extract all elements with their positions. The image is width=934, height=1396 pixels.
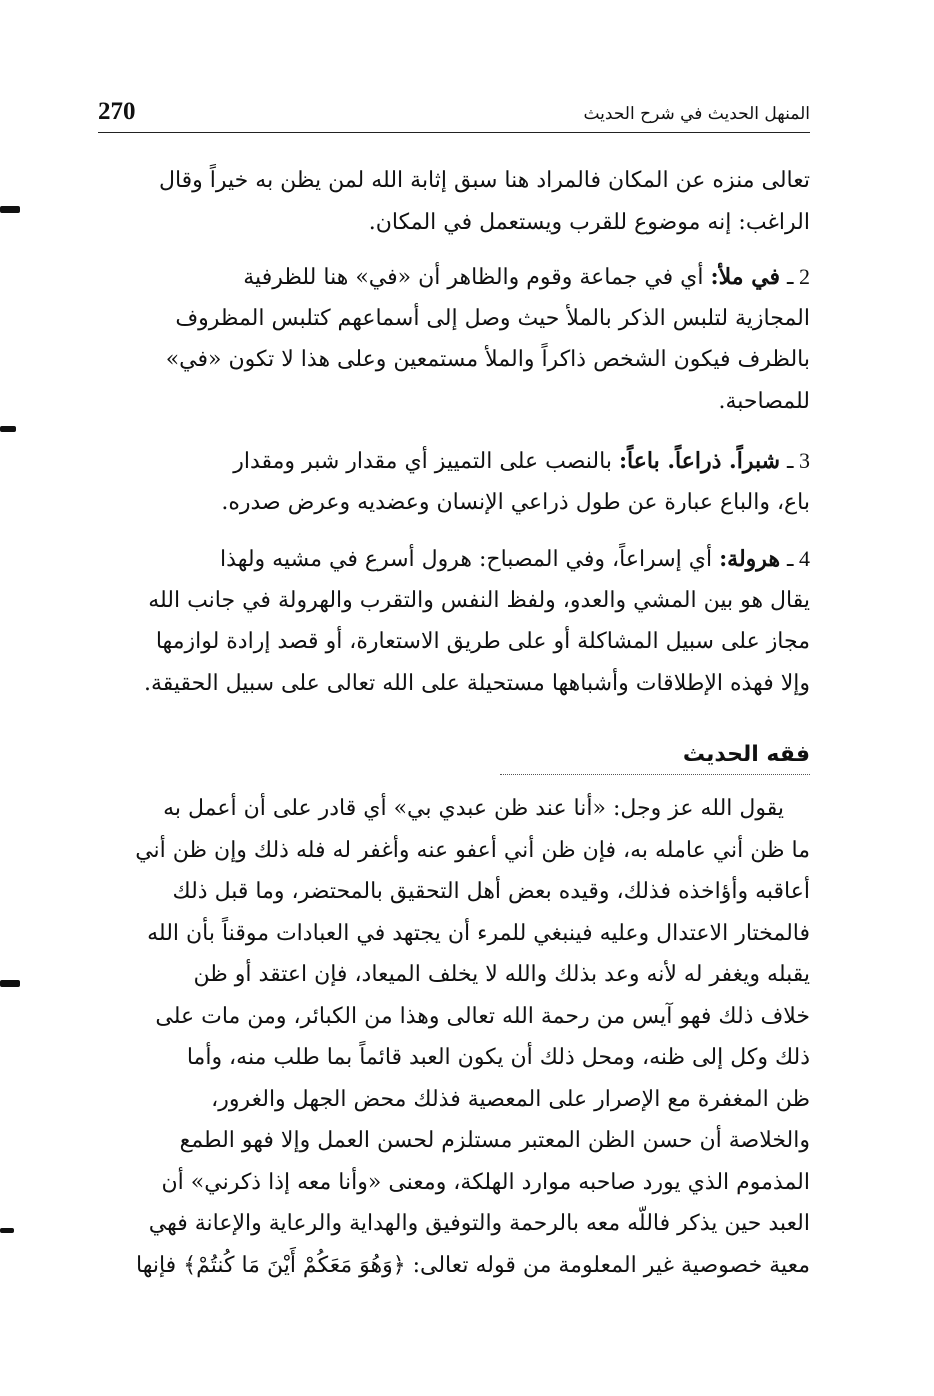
note-2 bbox=[98, 256, 810, 422]
text-line: يقول الله عز وجل: «أنا عند ظن عبدي بي» أي قادر على أن أعمل به bbox=[163, 796, 784, 821]
note-number: 4 ـ bbox=[787, 546, 810, 571]
text-line: معية خصوصية غير المعلومة من قوله تعالى: ﴿وَهُوَ مَعَكُمْ أَيْنَ مَا كُنتُمْ﴾ فإنها bbox=[136, 1252, 810, 1278]
running-header bbox=[98, 92, 810, 133]
text-line: باع، والباع عبارة عن طول ذراعي الإنسان وعضديه وعرض صدره. bbox=[221, 489, 810, 515]
text-line: يقبله ويغفر له لأنه وعد بذلك والله لا يخلف الميعاد، فإن اعتقد أو ظن bbox=[193, 962, 810, 987]
text-line: المجازية لتلبس الذكر بالملأ حيث وصل إلى أسماعهم كتلبس المظروف bbox=[175, 305, 810, 331]
text-line: العبد حين يذكر فاللّه معه بالرحمة والتوفيق والهداية والرعاية والإعانة فهي bbox=[148, 1211, 810, 1236]
text-line: ذلك وكل إلى ظنه، ومحل ذلك أن يكون العبد قائماً بما طلب منه، وأما bbox=[186, 1045, 810, 1070]
text-line: ظن المغفرة مع الإصرار على المعصية فذلك محض الجهل والغرور، bbox=[211, 1086, 810, 1112]
note-first-line bbox=[98, 538, 810, 580]
note-term: في ملأ: bbox=[710, 264, 781, 290]
note-number: 3 ـ bbox=[787, 448, 810, 473]
text-line: ما ظن أني عامله به، فإن ظن أني أعفو عنه وأغفر له فله ذلك وإن ظن أني bbox=[135, 837, 810, 863]
text-line: والخلاصة أن حسن الظن المعتبر مستلزم لحسن العمل وإلا فهو الطمع bbox=[179, 1128, 810, 1153]
note-number: 2 ـ bbox=[787, 264, 810, 289]
note-text: أي في جماعة وقوم والظاهر أن «في» هنا للظرفية bbox=[243, 265, 711, 290]
note-text: بالنصب على التمييز أي مقدار شبر ومقدار bbox=[233, 449, 619, 474]
section-heading: فقه الحديث bbox=[682, 742, 810, 767]
text-line: يقال هو بين المشي والعدو، ولفظ النفس والتقرب والهرولة في جانب الله bbox=[148, 587, 810, 613]
note-first-line bbox=[98, 440, 810, 482]
section-body bbox=[98, 788, 810, 1286]
text-line: بالظرف فيكون الشخص ذاكراً والملأ مستمعين وعلى هذا لا تكون «في» bbox=[165, 347, 810, 372]
scan-binding-mark bbox=[0, 426, 16, 432]
book-title: المنهل الحديث في شرح الحديث bbox=[583, 104, 810, 124]
scan-binding-mark bbox=[0, 1228, 14, 1233]
text-line: وإلا فهذه الإطلاقات وأشباهها مستحيلة على الله تعالى على سبيل الحقيقة. bbox=[143, 670, 810, 696]
text-line: خلاف ذلك فهو آيس من رحمة الله تعالى وهذا من الكبائر، ومن مات على bbox=[155, 1003, 810, 1029]
note-text: أي إسراعاً، وفي المصباح: هرول أسرع في مشيه ولهذا bbox=[220, 547, 720, 572]
text-line: تعالى منزه عن المكان فالمراد هنا سبق إثابة الله لمن يظن به خيراً وقال bbox=[158, 168, 810, 193]
text-line: الراغب: إنه موضوع للقرب ويستعمل في المكان. bbox=[368, 209, 810, 235]
note-term: شبراً. ذراعاً. باعاً: bbox=[618, 448, 781, 474]
text-line: أعاقبه وأؤاخذه فذلك، وقيده بعض أهل التحقيق بالمحتضر، وما قبل ذلك bbox=[172, 879, 810, 904]
text-line: فالمختار الاعتدال وعليه فينبغي للمرء أن يجتهد في العبادات موقناً بأن الله bbox=[147, 920, 810, 946]
text-line: المذموم الذي يورد صاحبه موارد الهلكة، ومعنى «وأنا معه إذا ذكرني» أن bbox=[161, 1169, 810, 1195]
note-3 bbox=[98, 440, 810, 523]
scan-binding-mark bbox=[0, 980, 20, 987]
note-term: هرولة: bbox=[719, 546, 781, 572]
section-underline bbox=[500, 774, 810, 775]
note-first-line bbox=[98, 256, 810, 298]
note-4 bbox=[98, 538, 810, 704]
scan-binding-mark bbox=[0, 206, 20, 213]
text-line: للمصاحبة. bbox=[718, 388, 810, 414]
paragraph-continuation bbox=[98, 160, 810, 243]
text-line: مجاز على سبيل المشاكلة أو على طريق الاستعارة، أو قصد إرادة لوازمها bbox=[155, 629, 810, 654]
page-number: 270 bbox=[98, 98, 136, 125]
